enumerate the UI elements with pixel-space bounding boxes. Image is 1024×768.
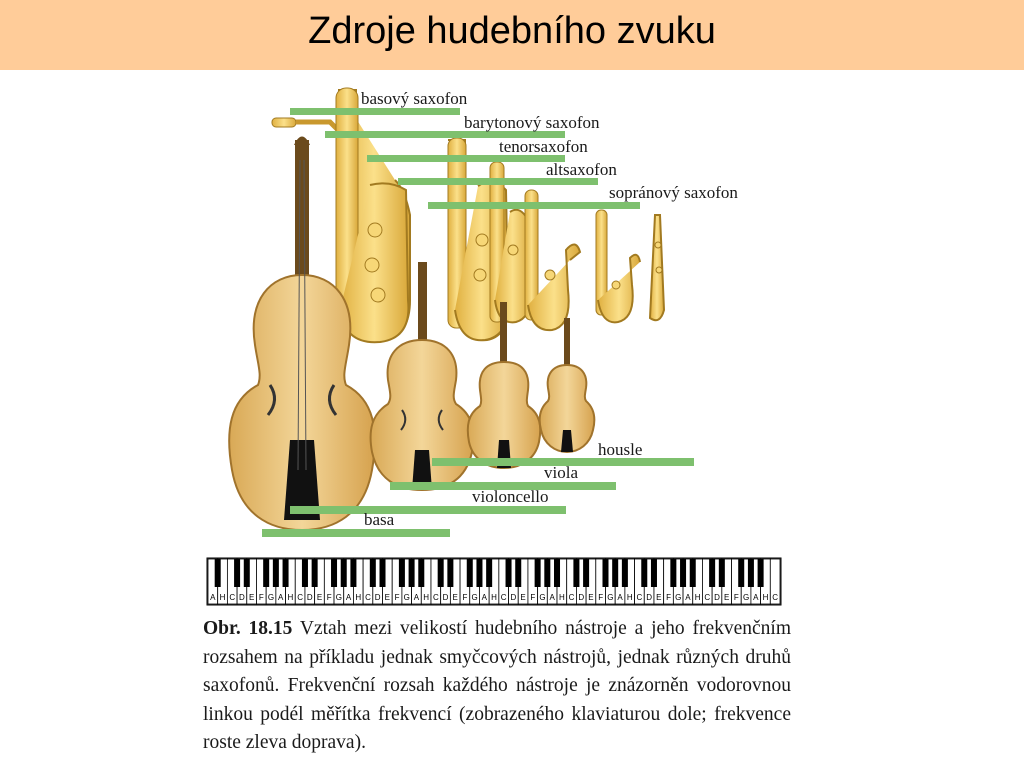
key-letter: D — [510, 593, 517, 602]
key-letter: C — [704, 593, 711, 602]
label-baritone-saxophone: barytonový saxofon — [464, 113, 600, 132]
black-key — [263, 559, 269, 587]
black-key — [535, 559, 541, 587]
key-letter: H — [423, 593, 430, 602]
key-letter: H — [694, 593, 701, 602]
key-letter: D — [714, 593, 720, 602]
alto-saxophone-illustration — [525, 190, 580, 330]
key-letter: F — [666, 593, 671, 602]
key-letter: H — [287, 593, 294, 602]
key-letter: F — [530, 593, 536, 602]
black-key — [350, 559, 356, 587]
black-key — [612, 559, 618, 587]
key-letter: F — [598, 593, 604, 602]
key-letter: G — [335, 593, 342, 602]
key-letter: E — [452, 593, 458, 602]
key-letter: D — [374, 593, 381, 602]
caption-text: Vztah mezi velikostí hudebního nástroje a jeho frekvenčním rozsahem na příkladu jednak smyčcových nástrojů, jednak různých druhů saxofonů. Frekvenční rozsah každého nástroje je znázorněn vodorovnou linkou podél měřítka frekvencí (zobrazeného klaviaturou dole; frekvence roste zleva doprava). — [203, 618, 791, 753]
key-letter: G — [403, 593, 410, 602]
key-letter: A — [549, 593, 555, 602]
key-letter: F — [462, 593, 468, 602]
label-tenor-saxophone: tenorsaxofon — [499, 137, 588, 156]
key-letter: E — [316, 593, 323, 602]
key-letter: A — [278, 593, 284, 602]
caption-label: Obr. 18.15 — [203, 618, 293, 639]
label-double-bass: basa — [364, 510, 395, 529]
range-bar-double-bass — [262, 529, 450, 537]
key-letter: H — [558, 593, 565, 602]
label-viola: viola — [544, 463, 578, 482]
black-key — [273, 559, 279, 587]
black-key — [680, 559, 686, 587]
black-key — [234, 559, 240, 587]
key-letter: C — [432, 593, 439, 602]
key-letter: A — [685, 593, 691, 602]
black-key — [690, 559, 696, 587]
black-key — [573, 559, 579, 587]
key-letter: A — [345, 593, 352, 602]
range-bar-cello — [290, 506, 566, 514]
black-key — [506, 559, 512, 587]
key-letter: D — [239, 593, 245, 602]
key-letter: A — [413, 593, 420, 602]
black-key — [341, 559, 347, 587]
slide-title: Zdroje hudebního zvuku — [308, 10, 716, 52]
key-letter: H — [762, 593, 769, 602]
black-key — [215, 559, 221, 587]
label-alto-saxophone: altsaxofon — [546, 160, 617, 179]
violin-illustration — [540, 318, 595, 452]
key-letter: H — [626, 593, 633, 602]
key-letter: G — [471, 593, 478, 602]
key-letter: E — [656, 593, 662, 602]
key-letter: A — [481, 593, 487, 602]
key-letter: C — [500, 593, 507, 602]
soprano-saxophone-illustration — [596, 210, 640, 322]
key-letter: A — [210, 593, 216, 602]
key-letter: G — [267, 593, 275, 602]
black-key — [583, 559, 589, 587]
key-letter: D — [646, 593, 653, 602]
black-key — [651, 559, 657, 587]
key-letter: F — [326, 593, 332, 602]
sopranino-saxophone-illustration — [650, 215, 664, 320]
figure-caption — [203, 615, 791, 758]
key-letter: G — [742, 593, 750, 602]
label-violin: housle — [598, 440, 643, 459]
key-letter: H — [355, 593, 362, 602]
black-key — [467, 559, 473, 587]
range-bar-bass-saxophone — [290, 108, 460, 115]
black-key — [409, 559, 415, 587]
black-key — [719, 559, 725, 587]
black-key — [380, 559, 386, 587]
key-letter: D — [306, 593, 313, 602]
piano-keyboard-scale — [207, 558, 781, 605]
black-key — [486, 559, 492, 587]
key-letter: C — [568, 593, 575, 602]
key-letter: C — [772, 593, 779, 602]
key-letter: A — [753, 593, 759, 602]
range-bar-alto-saxophone — [398, 178, 598, 185]
key-letter: E — [520, 593, 526, 602]
key-letter: C — [365, 593, 371, 602]
label-cello: violoncello — [472, 487, 549, 506]
range-bar-soprano-saxophone — [428, 202, 640, 209]
label-soprano-saxophone: sopránový saxofon — [609, 183, 738, 202]
black-key — [447, 559, 453, 587]
key-letter: D — [578, 593, 585, 602]
label-bass-saxophone: basový saxofon — [361, 89, 468, 108]
black-key — [418, 559, 424, 587]
black-key — [670, 559, 676, 587]
key-letter: H — [219, 593, 226, 602]
black-key — [515, 559, 521, 587]
black-key — [602, 559, 608, 587]
key-letter: C — [229, 593, 236, 602]
range-bar-tenor-saxophone — [367, 155, 565, 162]
black-key — [283, 559, 289, 587]
key-letter: F — [258, 593, 264, 602]
key-letter: D — [442, 593, 449, 602]
black-key — [312, 559, 318, 587]
black-key — [758, 559, 764, 587]
black-key — [370, 559, 376, 587]
black-key — [748, 559, 754, 587]
key-letter: H — [491, 593, 497, 602]
key-letter: C — [297, 593, 303, 602]
black-key — [399, 559, 405, 587]
black-key — [554, 559, 560, 587]
black-key — [438, 559, 444, 587]
key-letter: E — [724, 593, 730, 602]
key-letter: F — [394, 593, 400, 602]
tenor-saxophone-illustration — [490, 162, 530, 322]
black-key — [331, 559, 337, 587]
key-letter: A — [617, 593, 623, 602]
key-letter: F — [733, 593, 739, 602]
black-key — [709, 559, 715, 587]
key-letter: E — [588, 593, 594, 602]
key-letter: G — [607, 593, 614, 602]
black-key — [476, 559, 482, 587]
black-key — [544, 559, 550, 587]
black-key — [622, 559, 628, 587]
black-key — [302, 559, 308, 587]
key-letter: E — [248, 593, 255, 602]
black-key — [641, 559, 647, 587]
black-key — [244, 559, 250, 587]
key-letter: E — [384, 593, 391, 602]
black-key — [738, 559, 744, 587]
key-letter: G — [675, 593, 682, 602]
key-letter: C — [636, 593, 643, 602]
key-letter: G — [539, 593, 546, 602]
